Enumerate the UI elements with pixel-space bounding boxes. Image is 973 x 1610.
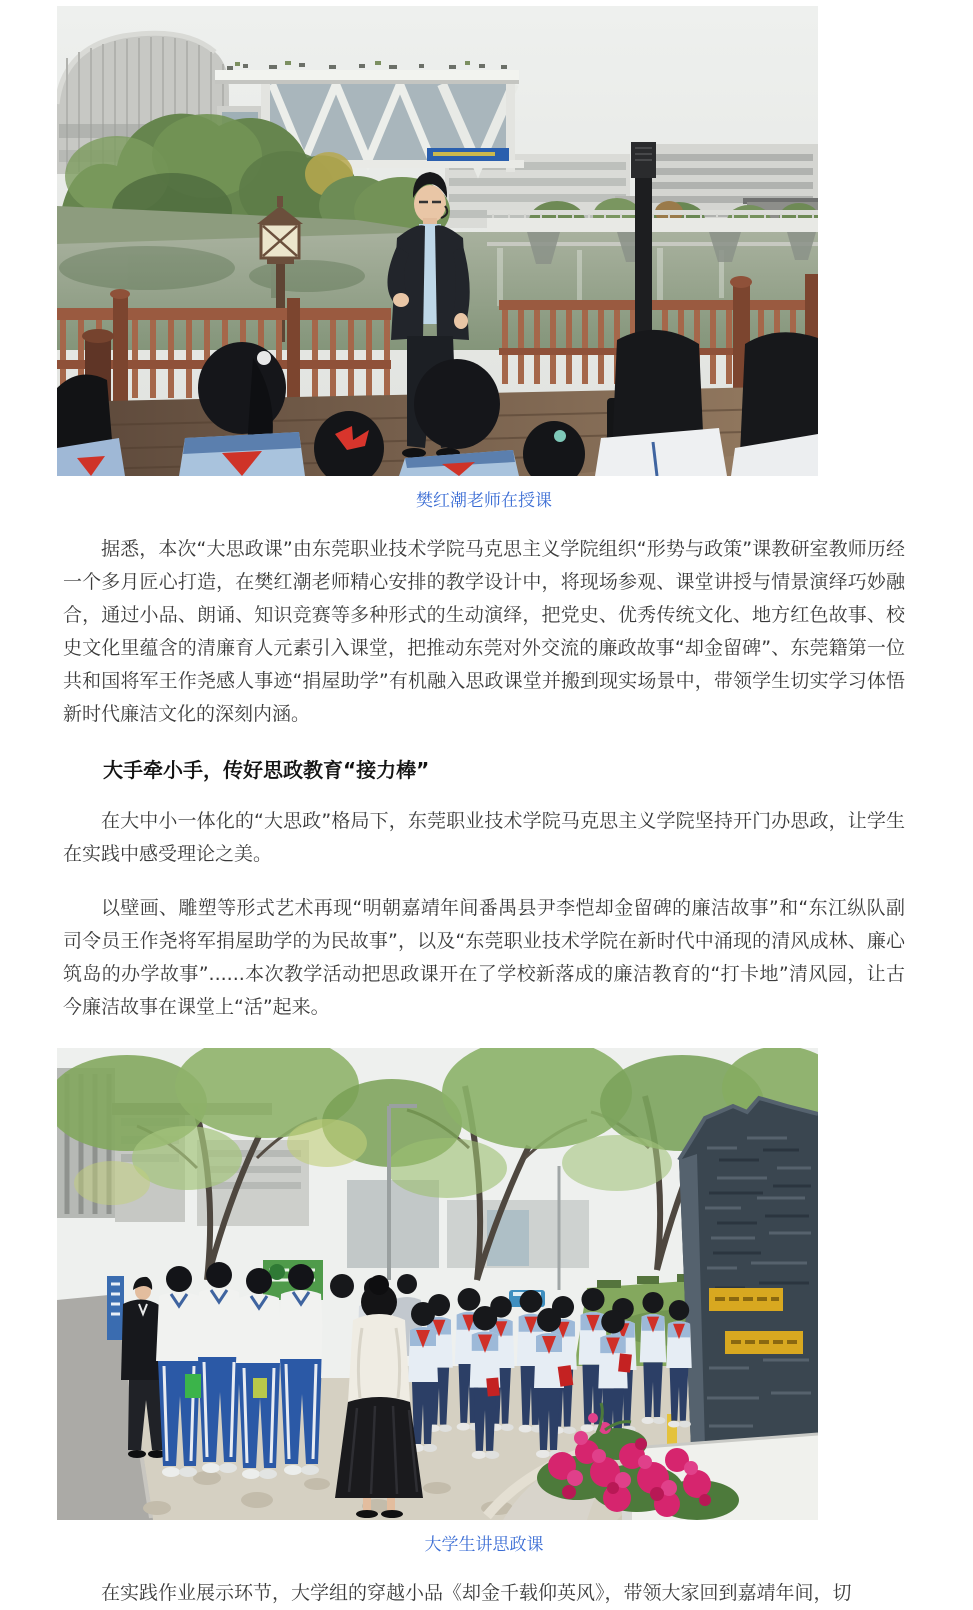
photo-caption-1: 樊红潮老师在授课 [416,491,552,511]
photo-teacher-lecture [57,6,973,476]
paragraph-4: 在实践作业展示环节，大学组的穿越小品《却金千载仰英风》，带领大家回到嘉靖年间，切 [101,1582,852,1604]
roadside-sign [107,1276,124,1340]
paragraph-3: 以壁画、雕塑等形式艺术再现“明朝嘉靖年间番禺县尹李恺却金留碑的廉洁故事”和“东江纵队副司令员王作尧将军捐屋助学的为民故事”，以及“东莞职业技术学院在新时代中涌现的清风成林、廉心筑岛的办学故事”......本次教学活动把思政课开在了学校新落成的廉洁教育的“打卡地”清风园，让古今廉洁故事在课堂上“活”起来。 [63,897,905,1018]
paragraph-2: 在大中小一体化的“大思政”格局下，东莞职业技术学院马克思主义学院坚持开门办思政，让学生在实践中感受理论之美。 [63,810,905,865]
photo-students-monument [57,1048,973,1520]
photo-caption-2: 大学生讲思政课 [424,1535,544,1555]
paragraph-1: 据悉，本次“大思政课”由东莞职业技术学院马克思主义学院组织“形势与政策”课教研室教师历经一个多月匠心打造，在樊红潮老师精心安排的教学设计中，将现场参观、课堂讲授与情景演绎巧妙融合，通过小品、朗诵、知识竞赛等多种形式的生动演绎，把党史、优秀传统文化、地方红色故事、校史文化里蕴含的清廉育人元素引入课堂，把推动东莞对外交流的廉政故事“却金留碑”、东莞籍第一位共和国将军王作尧感人事迹“捐屋助学”有机融入思政课堂并搬到现实场景中，带领学生切实学习体悟新时代廉洁文化的深刻内涵。 [63,538,905,725]
article-page [0,6,973,1610]
section-heading: 大手牵小手，传好思政教育“接力棒” [103,758,430,782]
